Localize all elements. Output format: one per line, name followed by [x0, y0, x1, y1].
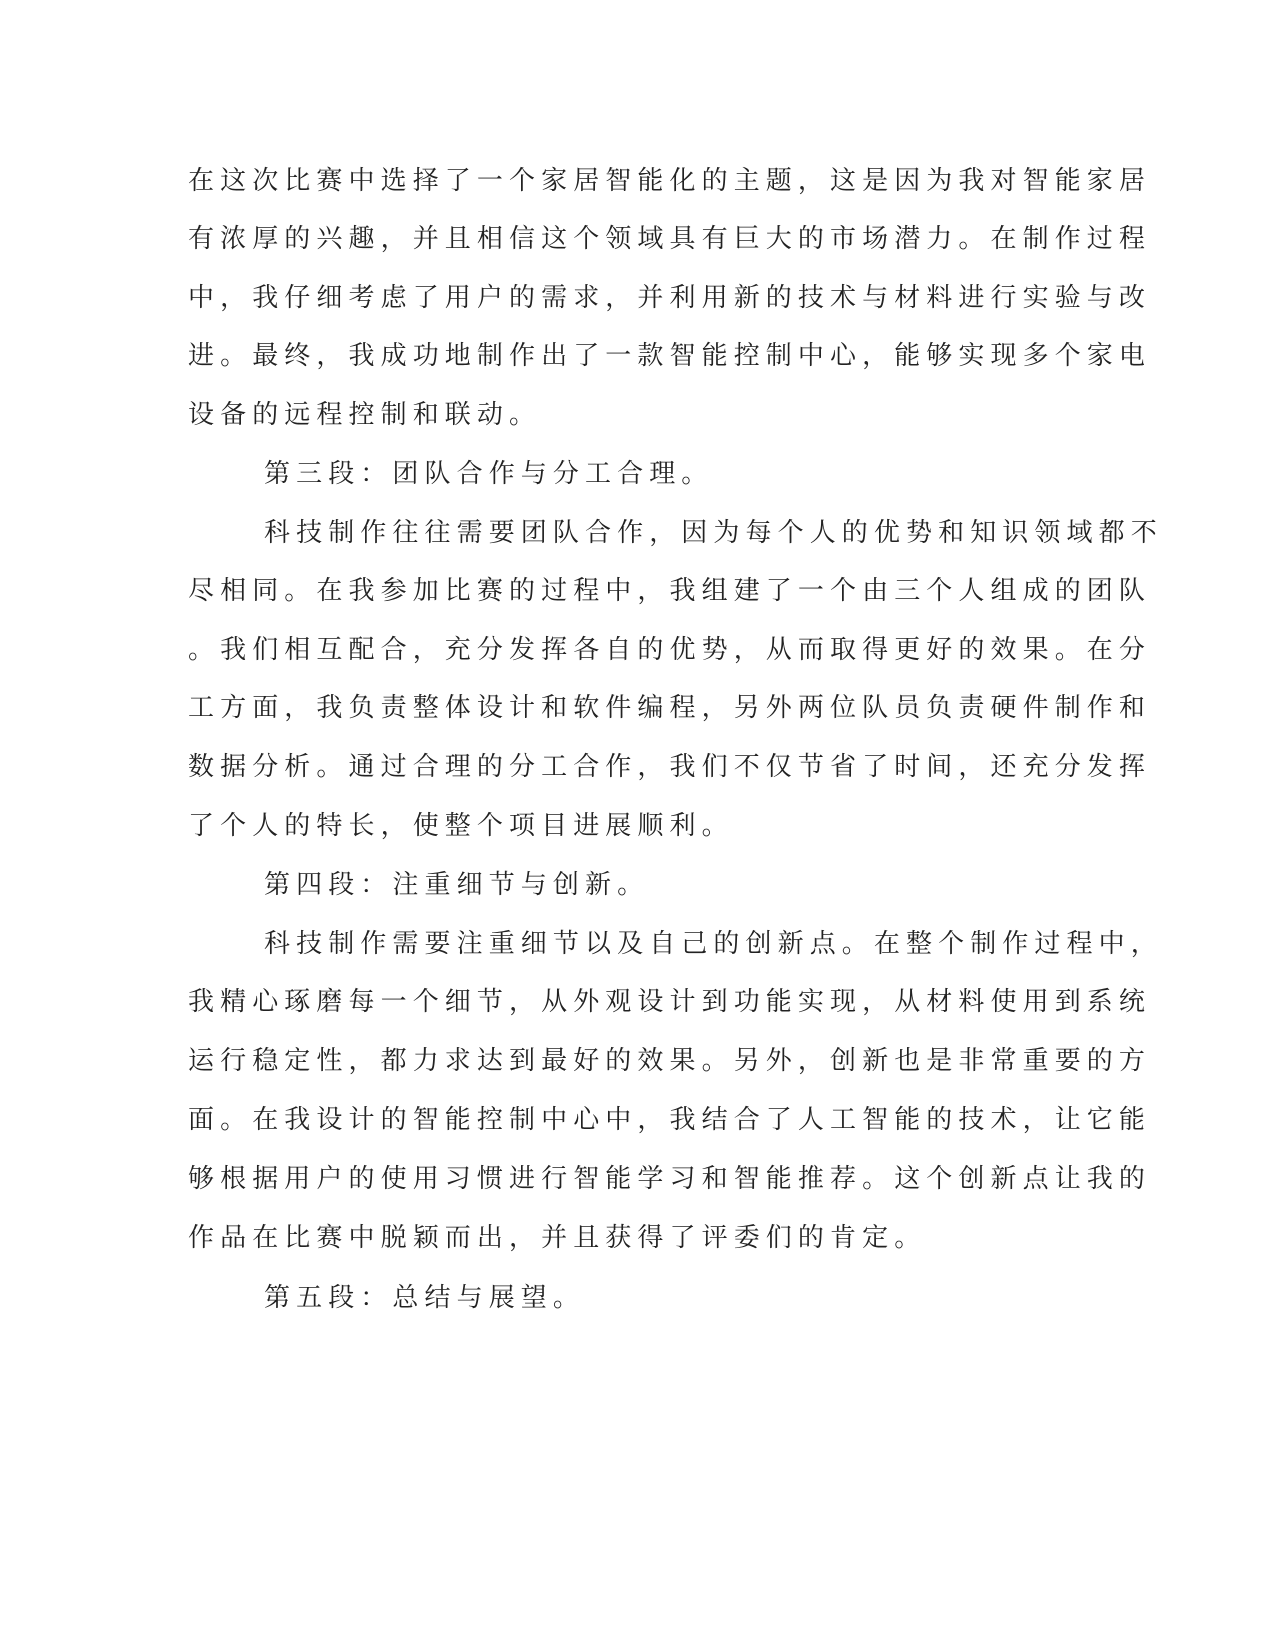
paragraph-line: 工方面，我负责整体设计和软件编程，另外两位队员负责硬件制作和 [188, 693, 1152, 723]
paragraph-line: 有浓厚的兴趣，并且相信这个领域具有巨大的市场潜力。在制作过程 [188, 224, 1152, 254]
paragraph-line: 尽相同。在我参加比赛的过程中，我组建了一个由三个人组成的团队 [188, 576, 1152, 606]
paragraph-line: 设备的远程控制和联动。 [188, 400, 542, 430]
section-heading-4: 第四段：注重细节与创新。 [264, 870, 650, 900]
paragraph-line: 面。在我设计的智能控制中心中，我结合了人工智能的技术，让它能 [188, 1105, 1152, 1135]
section-heading-5: 第五段：总结与展望。 [264, 1283, 586, 1313]
paragraph-line: 运行稳定性，都力求达到最好的效果。另外，创新也是非常重要的方 [188, 1046, 1152, 1076]
paragraph-line: 作品在比赛中脱颖而出，并且获得了评委们的肯定。 [188, 1223, 927, 1253]
paragraph-line: 。我们相互配合，充分发挥各自的优势，从而取得更好的效果。在分 [188, 635, 1152, 665]
paragraph-line: 进。最终，我成功地制作出了一款智能控制中心，能够实现多个家电 [188, 341, 1152, 371]
section-heading-3: 第三段：团队合作与分工合理。 [264, 459, 714, 489]
paragraph-line: 在这次比赛中选择了一个家居智能化的主题，这是因为我对智能家居 [188, 166, 1152, 196]
paragraph-line: 科技制作往往需要团队合作，因为每个人的优势和知识领域都不 [264, 518, 1163, 548]
paragraph-line: 够根据用户的使用习惯进行智能学习和智能推荐。这个创新点让我的 [188, 1164, 1152, 1194]
paragraph-line: 中，我仔细考虑了用户的需求，并利用新的技术与材料进行实验与改 [188, 283, 1152, 313]
paragraph-line: 了个人的特长，使整个项目进展顺利。 [188, 811, 734, 841]
paragraph-line: 数据分析。通过合理的分工合作，我们不仅节省了时间，还充分发挥 [188, 752, 1152, 782]
paragraph-line: 我精心琢磨每一个细节，从外观设计到功能实现，从材料使用到系统 [188, 987, 1152, 1017]
paragraph-line: 科技制作需要注重细节以及自己的创新点。在整个制作过程中， [264, 929, 1163, 959]
